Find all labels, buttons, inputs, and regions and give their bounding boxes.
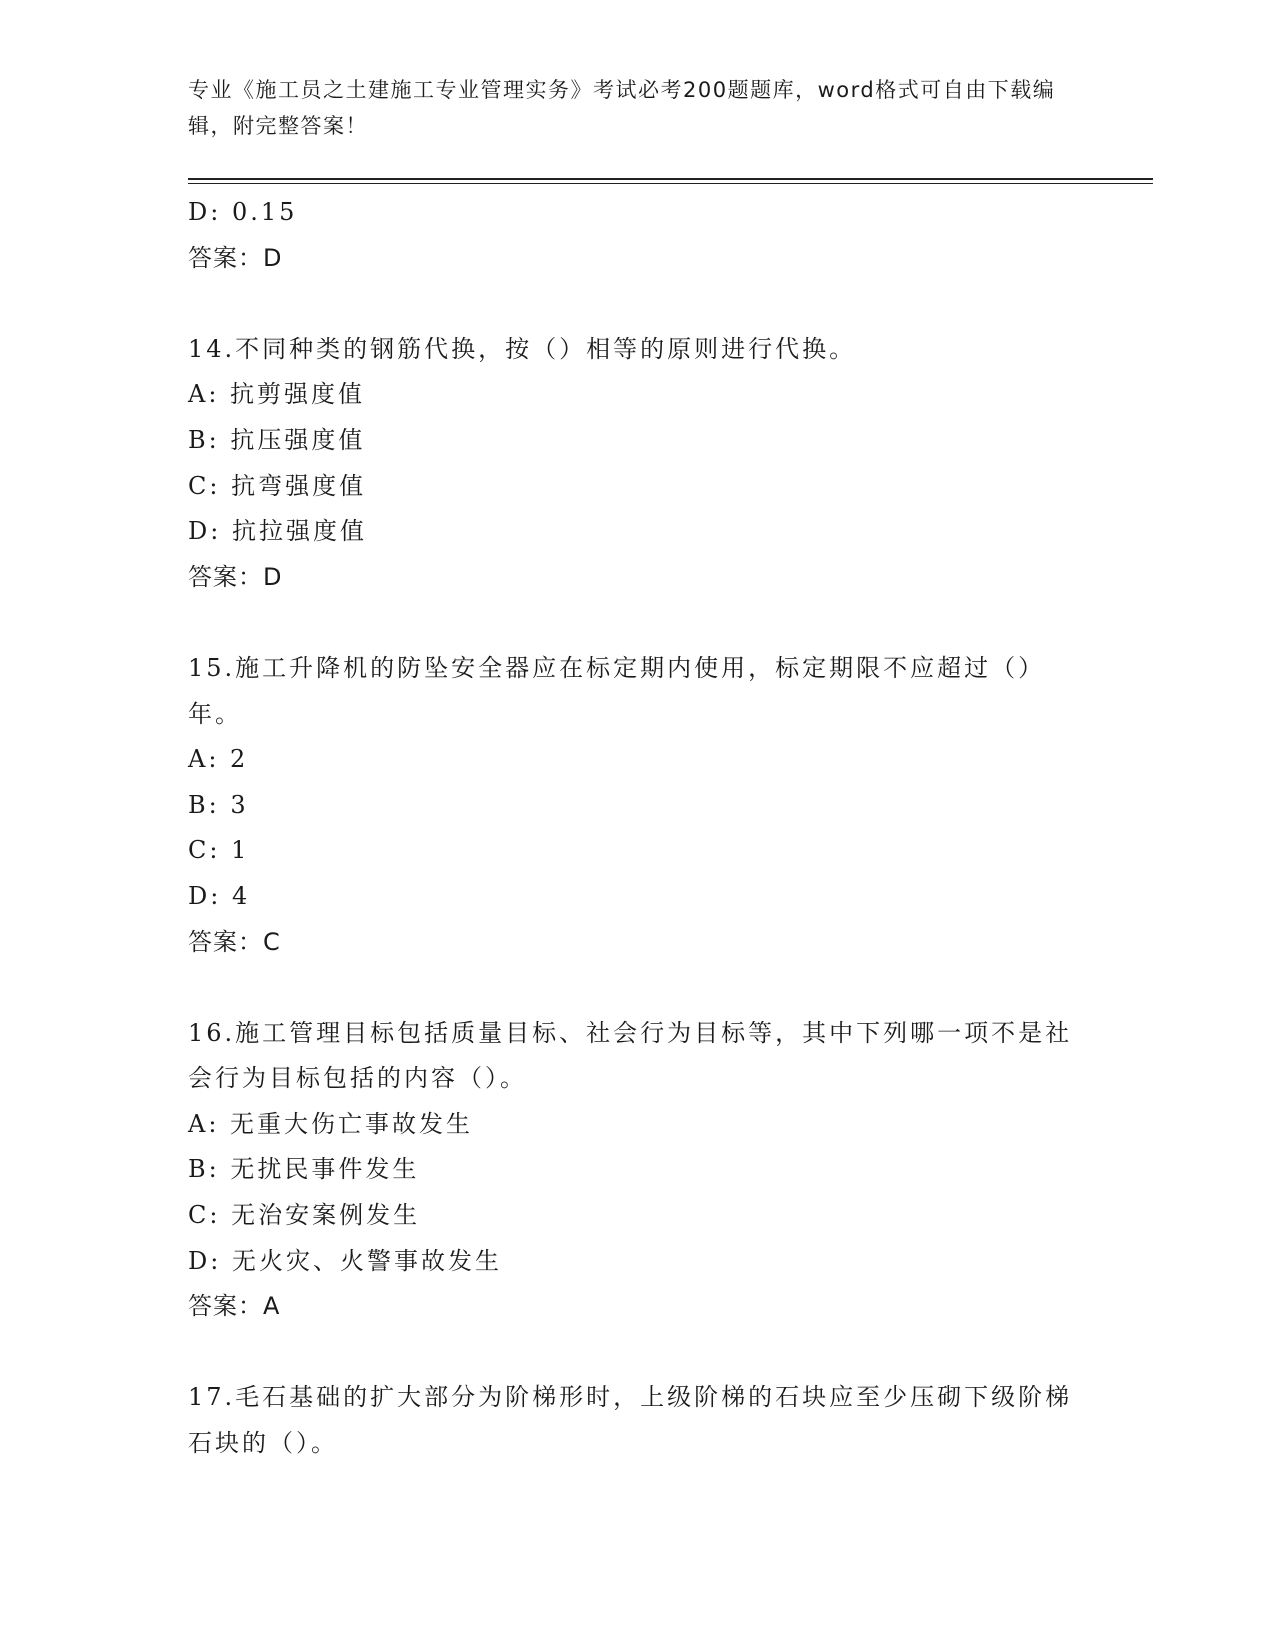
spacer — [188, 1330, 1088, 1376]
question-17 — [188, 1375, 1088, 1466]
option-b: B: 抗压强度值 — [188, 425, 366, 454]
option-c: C: 抗弯强度值 — [188, 471, 367, 500]
answer-text: 答案：D — [188, 243, 283, 272]
question-15 — [188, 646, 1088, 965]
option-b: B: 无扰民事件发生 — [188, 1155, 420, 1184]
question-14 — [188, 327, 1088, 601]
spacer — [188, 600, 1088, 646]
option-a: A: 无重大伤亡事故发生 — [188, 1109, 474, 1138]
spacer — [188, 281, 1088, 327]
header-divider-thin — [188, 183, 1153, 184]
answer-text: 答案：A — [188, 1292, 281, 1321]
question-stem: 14.不同种类的钢筋代换，按（）相等的原则进行代换。 — [188, 334, 857, 363]
header-divider — [188, 178, 1153, 180]
option-d: D: 4 — [188, 881, 251, 910]
option-d: D: 0.15 — [188, 198, 298, 226]
question-stem: 17.毛石基础的扩大部分为阶梯形时，上级阶梯的石块应至少压砌下级阶梯石块的（）。 — [188, 1383, 1073, 1458]
option-a: A: 抗剪强度值 — [188, 380, 366, 409]
option-c: C: 无治安案例发生 — [188, 1201, 421, 1230]
question-stem: 16.施工管理目标包括质量目标、社会行为目标等，其中下列哪一项不是社会行为目标包括的内容（）。 — [188, 1018, 1073, 1093]
option-d: D: 抗拉强度值 — [188, 517, 367, 546]
question-16 — [188, 1011, 1088, 1330]
option-b: B: 3 — [188, 790, 249, 819]
answer-text: 答案：C — [188, 927, 281, 956]
question-stem: 15.施工升降机的防坠安全器应在标定期内使用，标定期限不应超过（）年。 — [188, 653, 1046, 728]
option-a: A: 2 — [188, 745, 249, 774]
document-header: 专业《施工员之土建施工专业管理实务》考试必考200题题库，word格式可自由下载编辑，附完整答案！ — [188, 78, 1056, 138]
question-list — [188, 190, 1088, 1467]
spacer — [188, 965, 1088, 1011]
option-d: D: 无火灾、火警事故发生 — [188, 1246, 502, 1275]
option-c: C: 1 — [188, 836, 250, 865]
answer-text: 答案：D — [188, 562, 283, 591]
